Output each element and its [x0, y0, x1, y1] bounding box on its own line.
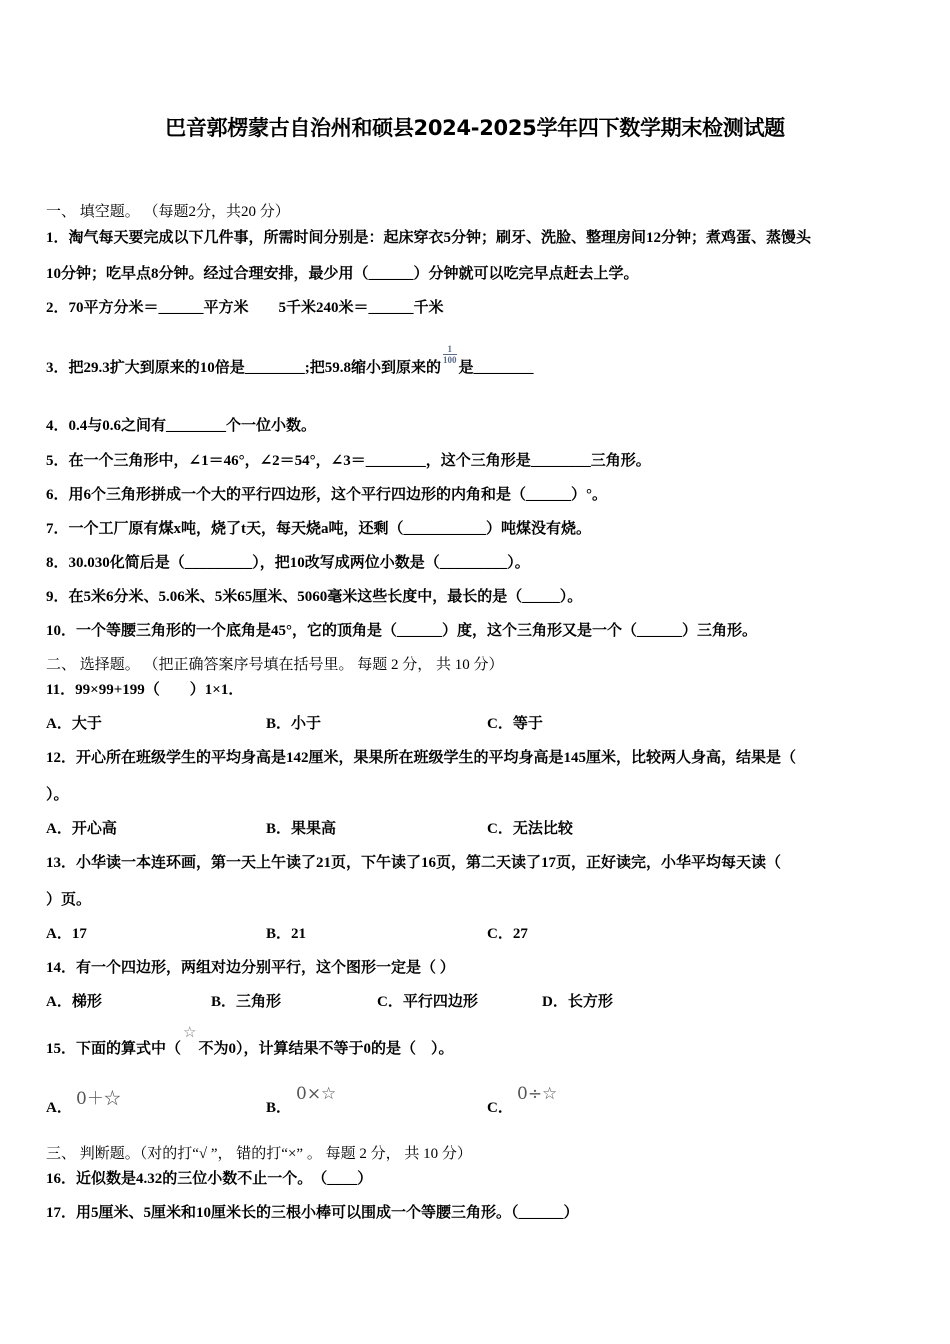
- question-1-line-1: 1．淘气每天要完成以下几件事，所需时间分别是：起床穿衣5分钟；刷牙、洗脸、整理房间12分钟；煮鸡蛋、蒸馒头: [46, 230, 812, 246]
- q13-option-c[interactable]: C．27: [487, 926, 528, 942]
- q14-option-c[interactable]: C．平行四边形: [377, 994, 478, 1010]
- section-heading-3: [46, 1144, 472, 1164]
- section-2-text: 二、 选择题。 （把正确答案序号填在括号里。 每题 2 分， 共 10 分）: [46, 657, 504, 673]
- question-1-line-2: 10分钟；吃早点8分钟。经过合理安排，最少用（______）分钟就可以吃完早点赶去上学。: [46, 266, 639, 282]
- question-17: 17．用5厘米、5厘米和10厘米长的三根小棒可以围成一个等腰三角形。（______）: [46, 1205, 579, 1221]
- q15-option-a[interactable]: A．: [46, 1100, 72, 1116]
- q12-option-a[interactable]: A．开心高: [46, 821, 117, 837]
- question-12-line-2: ）。: [46, 787, 69, 803]
- question-5: 5．在一个三角形中，∠1＝46°，∠2＝54°，∠3＝________，这个三角形是________三角形。: [46, 453, 651, 469]
- question-3-part-b: 是________: [458, 360, 534, 376]
- fraction-numerator: 1: [443, 344, 457, 355]
- q13-option-a[interactable]: A．17: [46, 926, 87, 942]
- star-icon: ☆: [183, 1025, 197, 1041]
- question-16: 16．近似数是4.32的三位小数不止一个。 （____）: [46, 1171, 373, 1187]
- q15-option-b[interactable]: B．: [266, 1100, 292, 1116]
- q14-option-b[interactable]: B．三角形: [211, 994, 282, 1010]
- q14-option-d[interactable]: D．长方形: [542, 994, 613, 1010]
- question-15-part-b: 不为0），计算结果不等于0的是（ ）。: [198, 1041, 454, 1057]
- section-heading-2: [46, 655, 504, 675]
- q15-option-a-expression: 0＋☆: [76, 1089, 121, 1109]
- question-13-line-2: ）页。: [46, 892, 92, 908]
- q14-option-a[interactable]: A．梯形: [46, 994, 102, 1010]
- question-7: 7．一个工厂原有煤x吨，烧了t天，每天烧a吨，还剩（___________）吨煤没有烧。: [46, 521, 591, 537]
- q15-option-c[interactable]: C．: [487, 1100, 513, 1116]
- question-3: [46, 344, 534, 379]
- q15-option-c-expression: 0÷☆: [517, 1084, 558, 1104]
- question-13-line-1: 13．小华读一本连环画，第一天上午读了21页，下午读了16页，第二天读了17页，正好读完，小华平均每天读（: [46, 855, 782, 871]
- q12-option-b[interactable]: B．果果高: [266, 821, 337, 837]
- question-2: 2．70平方分米＝______平方米 5千米240米＝______千米: [46, 300, 444, 316]
- question-11: 11．99×99+199（ ）1×1．: [46, 682, 244, 698]
- q11-option-a[interactable]: A．大于: [46, 716, 102, 732]
- question-14: 14．有一个四边形，两组对边分别平行，这个图形一定是（ ）: [46, 960, 455, 976]
- question-12-line-1: 12．开心所在班级学生的平均身高是142厘米，果果所在班级学生的平均身高是145厘米，比较两人身高，结果是（: [46, 750, 797, 766]
- q11-option-b[interactable]: B．小于: [266, 716, 322, 732]
- question-4: 4．0.4与0.6之间有________个一位小数。: [46, 418, 317, 434]
- page-title: 巴音郭楞蒙古自治州和硕县2024-2025学年四下数学期末检测试题: [165, 116, 785, 140]
- q12-option-c[interactable]: C．无法比较: [487, 821, 573, 837]
- question-8: 8．30.030化简后是（_________），把10改写成两位小数是（_________）。: [46, 555, 530, 571]
- question-15: [46, 1025, 454, 1059]
- section-1-text: 一、 填空题。 （每题2分，共20 分）: [46, 204, 290, 220]
- question-10: 10．一个等腰三角形的一个底角是45°，它的顶角是（______）度，这个三角形又是一个（______）三角形。: [46, 623, 758, 639]
- q13-option-b[interactable]: B．21: [266, 926, 307, 942]
- fraction-denominator: 100: [443, 355, 457, 366]
- q11-option-c[interactable]: C．等于: [487, 716, 543, 732]
- question-15-part-a: 15．下面的算式中（: [46, 1041, 182, 1057]
- question-9: 9．在5米6分米、5.06米、5米65厘米、5060毫米这些长度中，最长的是（_____）。: [46, 589, 583, 605]
- section-3-text: 三、 判断题。（对的打“√ ”， 错的打“×” 。 每题 2 分， 共 10 分）: [46, 1146, 472, 1162]
- q15-option-b-expression: 0×☆: [296, 1084, 337, 1104]
- question-6: 6．用6个三角形拼成一个大的平行四边形，这个平行四边形的内角和是（______）°。: [46, 487, 608, 503]
- question-3-part-a: 3．把29.3扩大到原来的10倍是________;把59.8缩小到原来的: [46, 360, 441, 376]
- section-heading-1: [46, 202, 290, 222]
- fraction-one-hundredth: [443, 344, 457, 365]
